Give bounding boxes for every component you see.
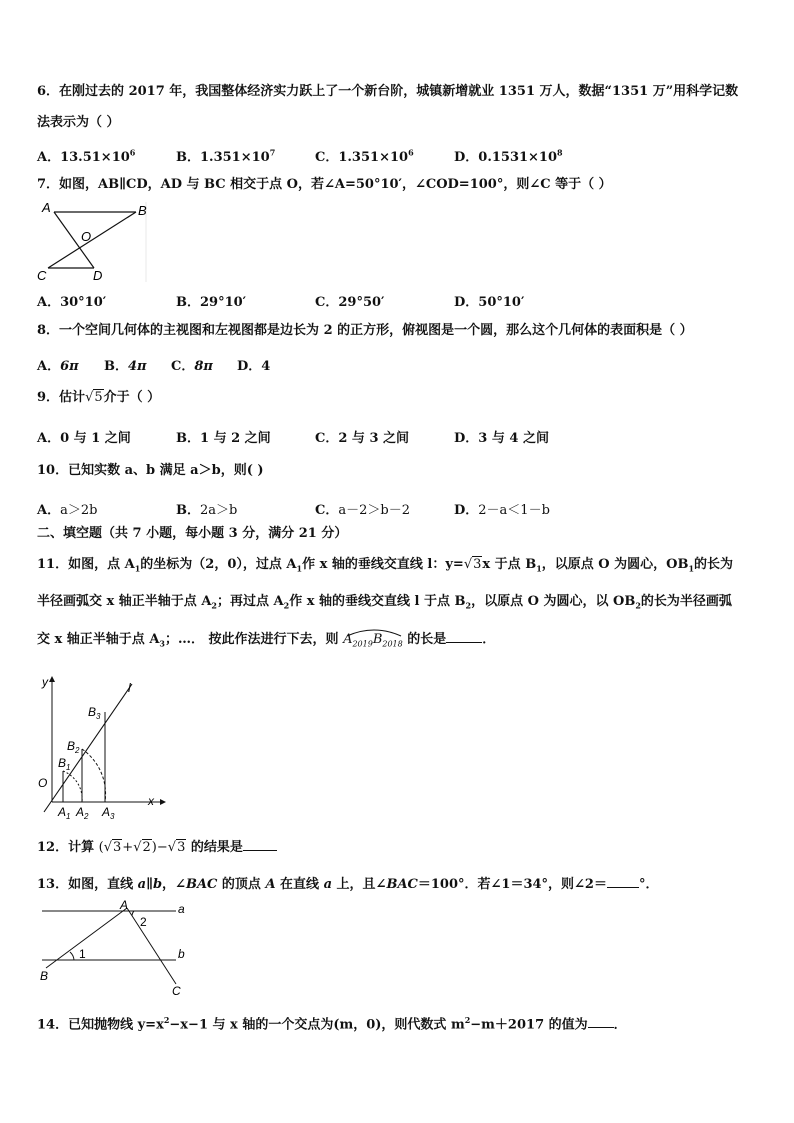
q13-answer-blank: [607, 875, 639, 888]
label-x: x: [148, 794, 154, 808]
q8-text: 一个空间几何体的主视图和左视图都是边长为 2 的正方形，俯视图是一个圆，那么这个几何体的表面积是（ ）: [59, 323, 693, 338]
q6-choice-c: C．$1.351\times 10^6$: [315, 147, 414, 165]
q10-text: 已知实数 a、b 满足 a＞b，则( ): [68, 463, 264, 478]
q11-line3: 交 x 轴正半轴于点 $A_3$；…． 按此作法进行下去，则 $A_{2019}B_{2018}$ 的长是 ．: [37, 630, 495, 653]
label-b-point: B: [40, 969, 49, 983]
label-angle-2: 2: [140, 915, 147, 929]
label-a3: $A_3$: [102, 805, 115, 820]
q10-choice-b: B．2a＞b: [176, 503, 238, 518]
q10-line: [37, 463, 264, 479]
q13-figure: [36, 898, 196, 998]
q9-choice-b: B．1 与 2 之间: [176, 431, 271, 446]
label-angle-1: 1: [79, 947, 86, 961]
q11-line2: 半径画弧交 x 轴正半轴于点 $A_2$；再过点 $A_2$作 x 轴的垂线交直线 l 于点 $B_2$，以原点 O 为圆心，以 $OB_2$的长为半径画弧: [37, 594, 732, 611]
q8-choice-b: B．4π: [104, 359, 147, 374]
label-l: l: [128, 681, 131, 695]
label-y: y: [42, 675, 48, 689]
q11-sqrt: √3: [463, 557, 482, 572]
q10-choice-c: C．a－2＞b－2: [315, 503, 410, 518]
q7-label-d: D: [93, 268, 103, 283]
q7-choice-d: D．50°10′: [454, 295, 525, 310]
label-b1: $B_1$: [58, 756, 71, 772]
q12-number: 12．: [37, 840, 69, 855]
q10-choice-d: D．2－a＜1－b: [454, 503, 550, 518]
label-b2: $B_2$: [67, 739, 80, 755]
q14-answer-blank: [588, 1015, 614, 1028]
q9-number: 9．: [37, 390, 60, 405]
q8-line: [37, 323, 693, 339]
q7-label-o: O: [81, 229, 92, 244]
q14-line: 14．已知抛物线 $y=x^2-x-1$ 与 x 轴的一个交点为(m，0)，则代数式 $m^2-m+2017$ 的值为 ．: [37, 1015, 627, 1033]
q7-choice-a: A．30°10′: [37, 295, 107, 310]
q12-expression: (√3+√2)−√3: [98, 840, 186, 855]
q6-line1: [37, 84, 738, 100]
q11-answer-blank: [446, 630, 482, 643]
q10-number: 10．: [37, 463, 69, 478]
label-a-point: A: [120, 898, 129, 912]
arc-2: [82, 749, 106, 802]
q6-choice-a: A．$13.51\times 10^6$: [37, 147, 136, 165]
label-b3: $B_3$: [88, 705, 101, 721]
q9-choice-a: A．0 与 1 之间: [37, 431, 131, 446]
q6-text-line1: 在刚过去的 2017 年，我国整体经济实力跃上了一个新台阶，城镇新增就业 1351 万人，数据“1351 万”用科学记数: [59, 84, 739, 99]
q12-answer-blank: [243, 838, 277, 851]
q6-choice-b: B．$1.351\times 10^7$: [176, 147, 276, 165]
q7-label-b: B: [138, 203, 147, 218]
q7-number: 7．: [37, 177, 60, 192]
q11-line1: 11．如图，点 $A_1$的坐标为（2，0），过点 $A_1$作 x 轴的垂线交直线 l：y=√3x 于点 $B_1$，以原点 O 为圆心，$OB_1$的长为: [37, 557, 734, 574]
q9-sqrt: √5: [85, 390, 103, 405]
line-l: [44, 684, 132, 812]
label-a1: $A_1$: [58, 805, 71, 820]
q9-choice-d: D．3 与 4 之间: [454, 431, 549, 446]
q7-choice-b: B．29°10′: [176, 295, 247, 310]
label-line-b: b: [178, 947, 185, 961]
q8-choice-a: A．6π: [37, 359, 79, 374]
q7-label-c: C: [37, 268, 47, 283]
q12-line: 12．计算 (√3+√2)−√3 的结果是: [37, 838, 277, 856]
q9-line: 9．估计√5介于（ ）: [37, 390, 161, 405]
q8-choice-c: C．8π: [171, 359, 213, 374]
q13-number: 13．: [37, 877, 69, 892]
q11-figure: [30, 670, 180, 820]
q7-label-a: A: [42, 200, 51, 215]
q6-number: 6．: [37, 84, 60, 99]
q10-choice-a: A．a＞2b: [37, 503, 98, 518]
angle-1-arc: [70, 952, 74, 960]
q9-choice-c: C．2 与 3 之间: [315, 431, 410, 446]
q11-arc-notation: $A_{2019}B_{2018}$: [343, 632, 403, 653]
q7-text: 如图，AB∥CD，AD 与 BC 相交于点 O，若∠A=50°10′，∠COD=100°，则∠C 等于（ ）: [59, 177, 612, 192]
label-c-point: C: [172, 984, 181, 998]
arc-1: [63, 771, 82, 802]
q11-number: 11．: [37, 557, 69, 572]
q7-figure: [36, 200, 154, 284]
ray-ac: [127, 908, 176, 984]
q8-number: 8．: [37, 323, 60, 338]
ray-ab: [46, 908, 127, 968]
q7-choice-c: C．29°50′: [315, 295, 385, 310]
q6-line2: 法表示为（ ）: [37, 115, 120, 130]
q7-line: [37, 177, 612, 193]
label-a2: $A_2$: [76, 805, 89, 820]
q8-choice-d: D．4: [237, 359, 271, 374]
label-o: O: [38, 776, 48, 790]
q7-segment-bc: [48, 212, 136, 268]
angle-2-arc: [132, 911, 134, 916]
q11-arc-mark: [345, 626, 403, 638]
q14-number: 14．: [37, 1017, 69, 1033]
section-title: 二、填空题（共 7 小题，每小题 3 分，满分 21 分）: [37, 526, 348, 541]
q13-line: 13．如图，直线 a∥b，∠BAC 的顶点 A 在直线 a 上，且∠BAC＝100°．若∠1＝34°，则∠2＝ °．: [37, 877, 659, 892]
q6-choice-d: D．$0.1531\times 10^8$: [454, 147, 563, 165]
label-line-a: a: [178, 902, 185, 916]
